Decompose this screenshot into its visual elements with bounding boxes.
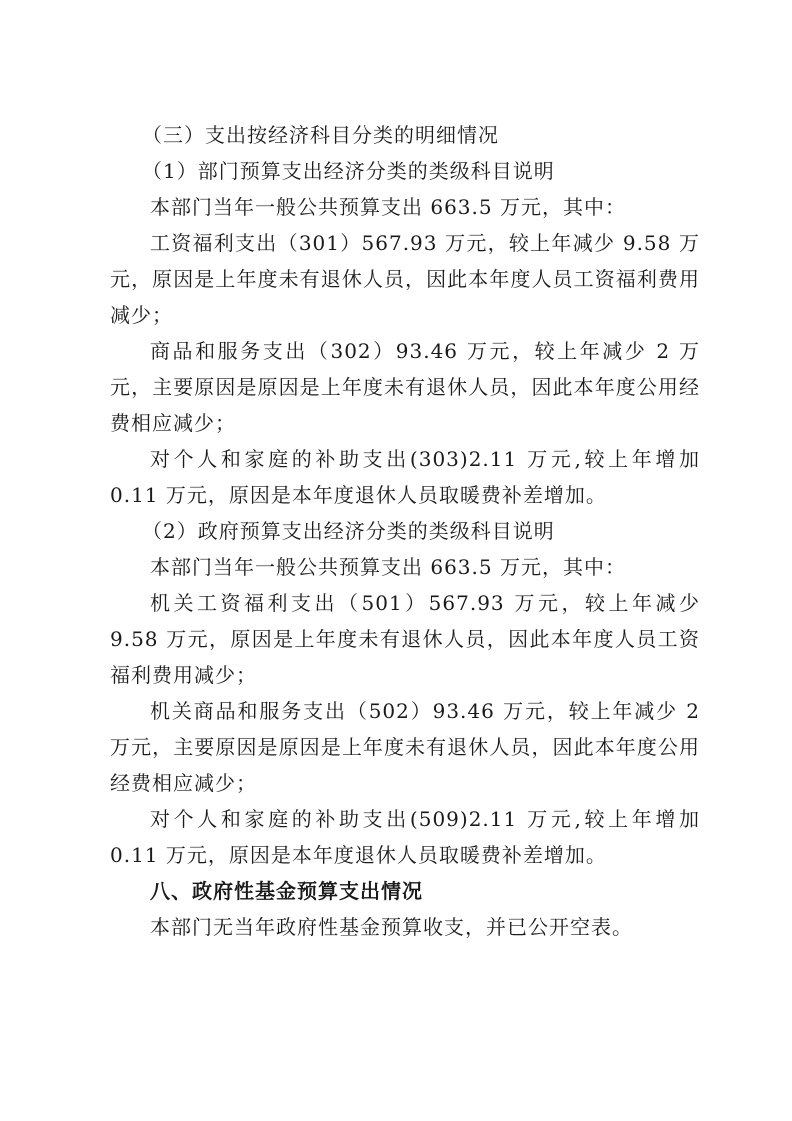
paragraph-agency-salary-501: 机关工资福利支出（501）567.93 万元，较上年减少 9.58 万元，原因是上年度未有退休人员，因此本年度人员工资福利费用减少；: [110, 591, 700, 687]
paragraph-agency-goods-services-502: 机关商品和服务支出（502）93.46 万元，较上年减少 2 万元，主要原因是原因是上年度未有退休人员，因此本年度公用经费相应减少；: [110, 699, 700, 795]
subheading-department-budget-category: （1）部门预算支出经济分类的类级科目说明: [142, 159, 555, 183]
paragraph-household-subsidy-509: 对个人和家庭的补助支出(509)2.11 万元,较上年增加 0.11 万元，原因是本年度退休人员取暖费补差增加。: [110, 807, 700, 867]
paragraph-goods-services-302: 商品和服务支出（302）93.46 万元，较上年减少 2 万元，主要原因是原因是上年度未有退休人员，因此本年度公用经费相应减少；: [110, 339, 700, 435]
paragraph-government-total: 本部门当年一般公共预算支出 663.5 万元，其中：: [150, 555, 626, 579]
section-heading-expenditure-by-economic-category: （三）支出按经济科目分类的明细情况: [142, 123, 499, 147]
document-body: [110, 117, 700, 945]
paragraph-department-total: 本部门当年一般公共预算支出 663.5 万元，其中：: [150, 195, 626, 219]
paragraph-government-fund-note: 本部门无当年政府性基金预算收支，并已公开空表。: [150, 915, 633, 939]
paragraph-household-subsidy-303: 对个人和家庭的补助支出(303)2.11 万元,较上年增加 0.11 万元，原因是本年度退休人员取暖费补差增加。: [110, 447, 700, 507]
paragraph-salary-welfare-301: 工资福利支出（301）567.93 万元，较上年减少 9.58 万元，原因是上年度未有退休人员，因此本年度人员工资福利费用减少；: [110, 231, 700, 327]
subheading-government-budget-category: （2）政府预算支出经济分类的类级科目说明: [142, 519, 555, 543]
section-heading-government-fund: 八、政府性基金预算支出情况: [150, 879, 423, 903]
